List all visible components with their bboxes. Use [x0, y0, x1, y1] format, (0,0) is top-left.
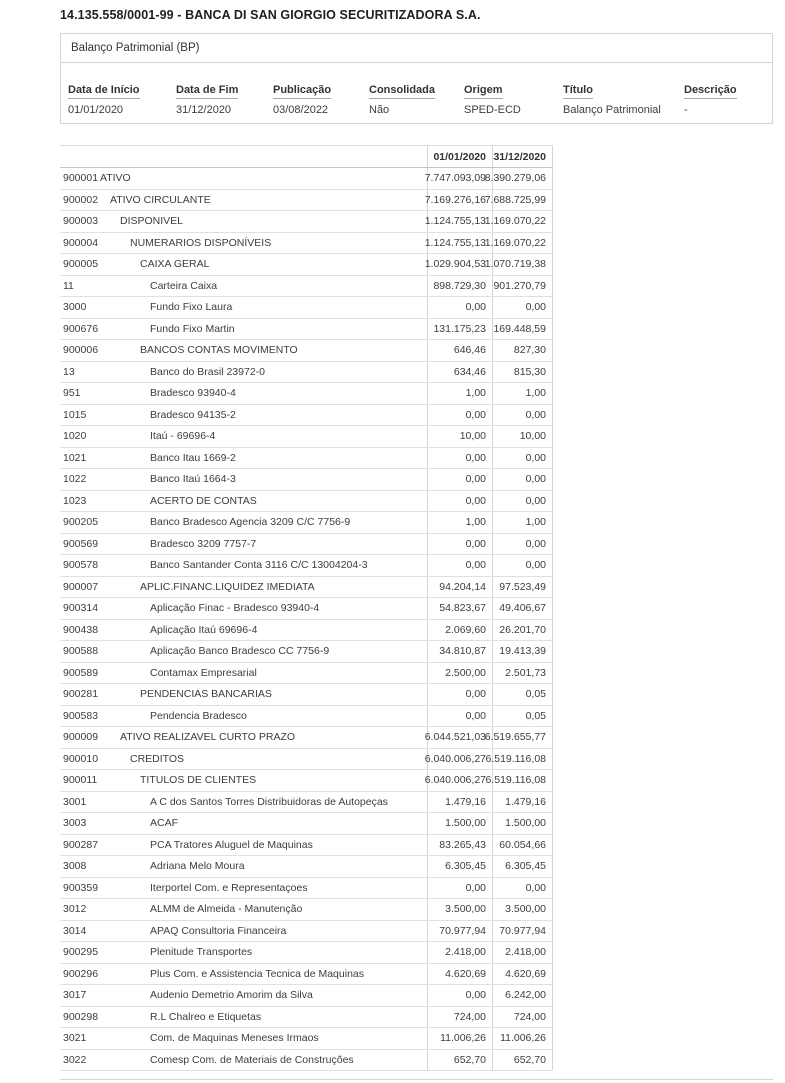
value-start-date: 131.175,23	[427, 319, 492, 340]
value-end-date: 0,00	[492, 878, 553, 899]
account-code: 1021	[63, 451, 87, 464]
account-name: ATIVO REALIZAVEL CURTO PRAZO	[120, 731, 296, 744]
account-code: 900004	[63, 236, 99, 249]
value-end-date: 0,00	[492, 469, 553, 490]
value-start-date: 634,46	[427, 362, 492, 383]
field-consolidada-value: Não	[369, 104, 390, 116]
field-data-de-fim-label: Data de Fim	[176, 84, 238, 99]
table-row	[60, 1007, 553, 1029]
field-descricao-label: Descrição	[684, 84, 737, 99]
account-code: 900007	[63, 580, 99, 593]
table-row	[60, 362, 553, 384]
value-end-date: 169.448,59	[492, 319, 553, 340]
value-start-date: 724,00	[427, 1007, 492, 1028]
table-row	[60, 641, 553, 663]
account-code: 900010	[63, 752, 99, 765]
table-row	[60, 233, 553, 255]
account-code: 11	[63, 279, 74, 292]
value-start-date: 6.040.006,27	[427, 749, 492, 770]
value-end-date: 1.500,00	[492, 813, 553, 834]
value-end-date: 815,30	[492, 362, 553, 383]
value-start-date: 7.169.276,16	[427, 190, 492, 211]
account-code: 13	[63, 365, 75, 378]
table-row	[60, 340, 553, 362]
value-start-date: 0,00	[427, 297, 492, 318]
table-row	[60, 964, 553, 986]
account-code: 900281	[63, 688, 99, 701]
account-code: 900003	[63, 215, 99, 228]
account-code: 900295	[63, 946, 99, 959]
account-name: Banco Santander Conta 3116 C/C 13004204-3	[150, 559, 368, 572]
account-name: Bradesco 94135-2	[150, 408, 236, 421]
value-start-date: 1.479,16	[427, 792, 492, 813]
field-data-de-inicio	[68, 80, 176, 116]
account-code: 951	[63, 387, 81, 400]
value-start-date: 898.729,30	[427, 276, 492, 297]
value-end-date: 3.500,00	[492, 899, 553, 920]
table-row	[60, 706, 553, 728]
field-data-de-fim-value: 31/12/2020	[176, 104, 232, 116]
table-row	[60, 1050, 553, 1072]
value-end-date: 97.523,49	[492, 577, 553, 598]
value-start-date: 94.204,14	[427, 577, 492, 598]
value-start-date: 1.124.755,13	[427, 233, 492, 254]
value-start-date: 54.823,67	[427, 598, 492, 619]
table-body	[60, 168, 553, 1071]
table-row	[60, 856, 553, 878]
account-code: 3022	[63, 1053, 87, 1066]
value-start-date: 4.620,69	[427, 964, 492, 985]
table-header-row	[60, 146, 553, 168]
value-start-date: 10,00	[427, 426, 492, 447]
value-end-date: 6.519.116,08	[492, 770, 553, 791]
table-row	[60, 985, 553, 1007]
account-name: R.L Chalreo e Etiquetas	[150, 1010, 262, 1023]
account-name: APLIC.FINANC.LIQUIDEZ IMEDIATA	[140, 580, 315, 593]
account-name: Audenio Demetrio Amorim da Silva	[150, 989, 313, 1002]
table-row	[60, 770, 553, 792]
value-end-date: 11.006,26	[492, 1028, 553, 1049]
table-row	[60, 297, 553, 319]
table-row	[60, 942, 553, 964]
value-end-date: 70.977,94	[492, 921, 553, 942]
value-start-date: 0,00	[427, 405, 492, 426]
value-start-date: 0,00	[427, 469, 492, 490]
account-name: TITULOS DE CLIENTES	[140, 774, 257, 787]
column-header-start-date: 01/01/2020	[427, 146, 492, 167]
table-row	[60, 211, 553, 233]
value-start-date: 646,46	[427, 340, 492, 361]
account-name: Aplicação Itaú 69696-4	[150, 623, 258, 636]
account-name: BANCOS CONTAS MOVIMENTO	[140, 344, 298, 357]
account-name: Adriana Melo Moura	[150, 860, 245, 873]
account-name: Iterportel Com. e Representaçoes	[150, 881, 308, 894]
table-row	[60, 921, 553, 943]
account-code: 3014	[63, 924, 87, 937]
account-name: ACERTO DE CONTAS	[150, 494, 257, 507]
account-code: 900314	[63, 602, 99, 615]
value-end-date: 652,70	[492, 1050, 553, 1071]
account-code: 3000	[63, 301, 87, 314]
field-data-de-inicio-label: Data de Início	[68, 84, 140, 99]
table-row	[60, 835, 553, 857]
value-end-date: 0,00	[492, 555, 553, 576]
account-code: 900006	[63, 344, 99, 357]
value-start-date: 0,00	[427, 491, 492, 512]
table-row	[60, 663, 553, 685]
value-end-date: 2.501,73	[492, 663, 553, 684]
account-name: Comesp Com. de Materiais de Construções	[150, 1053, 354, 1066]
account-code: 900359	[63, 881, 99, 894]
field-consolidada-label: Consolidada	[369, 84, 435, 99]
account-name: Banco do Brasil 23972-0	[150, 365, 265, 378]
account-code: 900569	[63, 537, 99, 550]
account-code: 1020	[63, 430, 87, 443]
value-end-date: 7.688.725,99	[492, 190, 553, 211]
statement-panel	[60, 33, 773, 124]
value-start-date: 0,00	[427, 534, 492, 555]
field-descricao-value: -	[684, 104, 688, 116]
value-end-date: 8.390.279,06	[492, 168, 553, 189]
field-origem-label: Origem	[464, 84, 503, 99]
value-end-date: 10,00	[492, 426, 553, 447]
account-name: Bradesco 3209 7757-7	[150, 537, 257, 550]
account-code: 900005	[63, 258, 99, 271]
balance-sheet-table	[60, 145, 553, 1071]
account-name: ALMM de Almeida - Manutenção	[150, 903, 303, 916]
value-end-date: 724,00	[492, 1007, 553, 1028]
value-start-date: 70.977,94	[427, 921, 492, 942]
value-start-date: 7.747.093,09	[427, 168, 492, 189]
value-start-date: 11.006,26	[427, 1028, 492, 1049]
table-row	[60, 598, 553, 620]
field-data-de-inicio-value: 01/01/2020	[68, 104, 124, 116]
value-start-date: 34.810,87	[427, 641, 492, 662]
account-name: ATIVO CIRCULANTE	[110, 193, 211, 206]
value-end-date: 49.406,67	[492, 598, 553, 619]
account-code: 3012	[63, 903, 87, 916]
value-end-date: 0,00	[492, 491, 553, 512]
next-section-top-border	[60, 1079, 773, 1083]
account-name: Aplicação Finac - Bradesco 93940-4	[150, 602, 320, 615]
account-name: PENDENCIAS BANCARIAS	[140, 688, 272, 701]
account-name: Pendencia Bradesco	[150, 709, 247, 722]
value-end-date: 0,05	[492, 684, 553, 705]
value-start-date: 0,00	[427, 448, 492, 469]
field-titulo-value: Balanço Patrimonial	[563, 104, 661, 116]
account-name: ATIVO	[100, 172, 131, 185]
account-code: 900009	[63, 731, 99, 744]
value-start-date: 83.265,43	[427, 835, 492, 856]
value-start-date: 0,00	[427, 878, 492, 899]
account-name: Plus Com. e Assistencia Tecnica de Maquinas	[150, 967, 364, 980]
value-start-date: 652,70	[427, 1050, 492, 1071]
table-row	[60, 749, 553, 771]
table-row	[60, 792, 553, 814]
table-row	[60, 168, 553, 190]
table-row	[60, 254, 553, 276]
account-code: 900002	[63, 193, 99, 206]
account-code: 900583	[63, 709, 99, 722]
value-end-date: 1.169.070,22	[492, 211, 553, 232]
table-row	[60, 555, 553, 577]
account-name: DISPONIVEL	[120, 215, 184, 228]
account-code: 3001	[63, 795, 87, 808]
value-start-date: 1,00	[427, 383, 492, 404]
value-end-date: 60.054,66	[492, 835, 553, 856]
account-name: Carteira Caixa	[150, 279, 218, 292]
table-row	[60, 405, 553, 427]
field-origem-value: SPED-ECD	[464, 104, 521, 116]
value-end-date: 1.070.719,38	[492, 254, 553, 275]
value-end-date: 827,30	[492, 340, 553, 361]
value-start-date: 0,00	[427, 985, 492, 1006]
value-start-date: 6.040.006,27	[427, 770, 492, 791]
account-name: CREDITOS	[130, 752, 185, 765]
table-row	[60, 534, 553, 556]
field-titulo-label: Título	[563, 84, 593, 99]
value-end-date: 6.519.655,77	[492, 727, 553, 748]
table-row	[60, 426, 553, 448]
account-code: 900205	[63, 516, 99, 529]
account-name: Contamax Empresarial	[150, 666, 257, 679]
account-code: 3021	[63, 1032, 87, 1045]
value-end-date: 0,05	[492, 706, 553, 727]
account-code: 3003	[63, 817, 87, 830]
account-name: Fundo Fixo Martin	[150, 322, 235, 335]
value-start-date: 2.418,00	[427, 942, 492, 963]
account-code: 900296	[63, 967, 99, 980]
value-start-date: 1.029.904,53	[427, 254, 492, 275]
value-start-date: 3.500,00	[427, 899, 492, 920]
value-start-date: 1,00	[427, 512, 492, 533]
value-start-date: 1.124.755,13	[427, 211, 492, 232]
value-end-date: 0,00	[492, 405, 553, 426]
account-code: 3017	[63, 989, 87, 1002]
field-titulo	[563, 80, 684, 116]
account-name: APAQ Consultoria Financeira	[150, 924, 287, 937]
value-end-date: 0,00	[492, 448, 553, 469]
account-name: PCA Tratores Aluguel de Maquinas	[150, 838, 313, 851]
value-start-date: 6.044.521,03	[427, 727, 492, 748]
value-end-date: 19.413,39	[492, 641, 553, 662]
account-name: CAIXA GERAL	[140, 258, 210, 271]
table-row	[60, 190, 553, 212]
field-publicacao	[273, 80, 369, 116]
value-end-date: 1.169.070,22	[492, 233, 553, 254]
value-end-date: 2.418,00	[492, 942, 553, 963]
account-name: Banco Bradesco Agencia 3209 C/C 7756-9	[150, 516, 351, 529]
account-code: 900588	[63, 645, 99, 658]
field-publicacao-label: Publicação	[273, 84, 331, 99]
record-fields	[61, 63, 772, 123]
field-descricao	[684, 80, 737, 116]
account-name: Plenitude Transportes	[150, 946, 253, 959]
account-code: 900011	[63, 774, 98, 787]
table-row	[60, 469, 553, 491]
value-start-date: 1.500,00	[427, 813, 492, 834]
value-end-date: 1,00	[492, 383, 553, 404]
field-publicacao-value: 03/08/2022	[273, 104, 329, 116]
table-row	[60, 491, 553, 513]
account-name: Banco Itaú 1664-3	[150, 473, 236, 486]
table-row	[60, 276, 553, 298]
account-code: 3008	[63, 860, 87, 873]
value-end-date: 4.620,69	[492, 964, 553, 985]
value-end-date: 1.479,16	[492, 792, 553, 813]
value-end-date: 0,00	[492, 297, 553, 318]
value-end-date: 0,00	[492, 534, 553, 555]
table-row	[60, 878, 553, 900]
account-code: 900589	[63, 666, 99, 679]
value-start-date: 2.069,60	[427, 620, 492, 641]
account-code: 1023	[63, 494, 87, 507]
value-end-date: 6.519.116,08	[492, 749, 553, 770]
account-code: 1015	[63, 408, 87, 421]
account-code: 900438	[63, 623, 99, 636]
value-start-date: 0,00	[427, 706, 492, 727]
table-row	[60, 319, 553, 341]
account-code: 900298	[63, 1010, 99, 1023]
statement-panel-title: Balanço Patrimonial (BP)	[61, 34, 772, 63]
table-row	[60, 620, 553, 642]
field-consolidada	[369, 80, 464, 116]
account-name: A C dos Santos Torres Distribuidoras de Autopeças	[150, 795, 388, 808]
value-end-date: 901.270,79	[492, 276, 553, 297]
account-code: 900001	[63, 172, 99, 185]
table-row	[60, 448, 553, 470]
value-end-date: 26.201,70	[492, 620, 553, 641]
account-name: NUMERARIOS DISPONÍVEIS	[130, 236, 272, 249]
value-end-date: 6.305,45	[492, 856, 553, 877]
account-code: 900676	[63, 322, 99, 335]
value-start-date: 0,00	[427, 684, 492, 705]
table-row	[60, 1028, 553, 1050]
account-name: Banco Itau 1669-2	[150, 451, 236, 464]
account-name: ACAF	[150, 817, 179, 830]
field-origem	[464, 80, 563, 116]
column-header-end-date: 31/12/2020	[492, 146, 553, 167]
account-name: Fundo Fixo Laura	[150, 301, 233, 314]
table-row	[60, 727, 553, 749]
account-code: 900287	[63, 838, 99, 851]
table-row	[60, 383, 553, 405]
table-row	[60, 512, 553, 534]
account-name: Itaú - 69696-4	[150, 430, 216, 443]
account-name: Aplicação Banco Bradesco CC 7756-9	[150, 645, 330, 658]
value-end-date: 6.242,00	[492, 985, 553, 1006]
account-code: 1022	[63, 473, 87, 486]
value-end-date: 1,00	[492, 512, 553, 533]
table-row	[60, 899, 553, 921]
table-row	[60, 577, 553, 599]
table-row	[60, 684, 553, 706]
account-name: Com. de Maquinas Meneses Irmaos	[150, 1032, 319, 1045]
value-start-date: 6.305,45	[427, 856, 492, 877]
page-title: 14.135.558/0001-99 - BANCA DI SAN GIORGIO SECURITIZADORA S.A.	[60, 8, 481, 22]
table-row	[60, 813, 553, 835]
account-name: Bradesco 93940-4	[150, 387, 236, 400]
field-data-de-fim	[176, 80, 273, 116]
value-start-date: 2.500,00	[427, 663, 492, 684]
table-header-spacer	[60, 146, 427, 167]
value-start-date: 0,00	[427, 555, 492, 576]
account-code: 900578	[63, 559, 99, 572]
